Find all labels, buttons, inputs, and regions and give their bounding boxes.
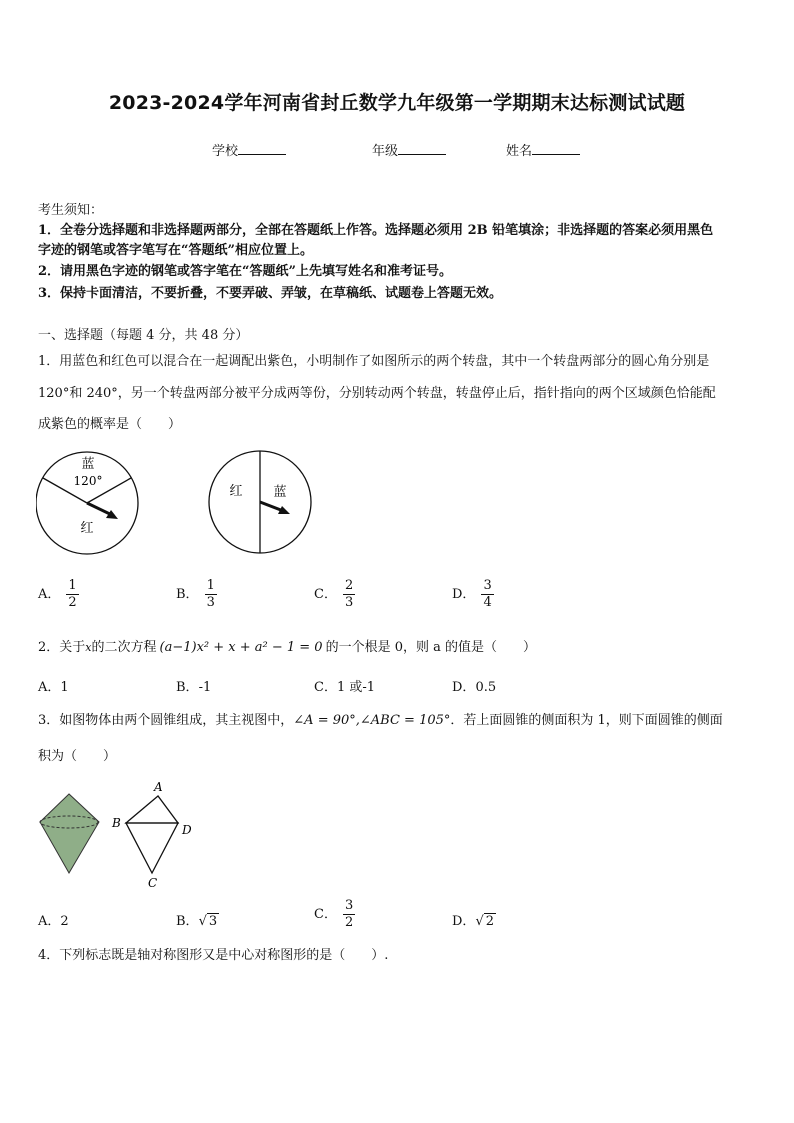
fraction [66, 578, 78, 611]
cones-figure [36, 778, 216, 893]
name-blank [532, 142, 580, 155]
q1-option-a[interactable] [38, 578, 79, 611]
spinner-1-bottom-label: 红 [80, 521, 94, 536]
q2-mid: 的二次方程 [91, 640, 157, 655]
q2-option-d[interactable] [452, 676, 496, 695]
q2-equation: (a−1)x² + x + a² − 1 = 0 [159, 640, 323, 655]
name-label: 姓名 [506, 144, 533, 159]
spinner-2-left-label: 红 [229, 484, 243, 499]
q1-line-1: 1．用蓝色和红色可以混合在一起调配出紫色，小明制作了如图所示的两个转盘，其中一个转盘两部分的圆心角分别是 [38, 354, 710, 369]
numerator: 1 [206, 578, 215, 593]
vertex-label-d: D [182, 823, 192, 837]
option-letter: B． [176, 587, 199, 602]
grade-label: 年级 [372, 144, 399, 159]
q3-line-1a: 3．如图物体由两个圆锥组成，其主视图中， [38, 713, 294, 728]
denominator: 4 [483, 595, 492, 610]
section-header: 一、选择题（每题 4 分，共 48 分） [38, 328, 249, 343]
option-text: -1 [198, 680, 212, 695]
radicand: 2 [485, 914, 495, 929]
denominator: 2 [344, 915, 354, 930]
notice-item-1-cont: 字迹的钢笔或答字笔写在“答题纸”相应位置上。 [38, 243, 313, 258]
option-letter: C． [314, 907, 337, 922]
option-letter: A． [38, 914, 61, 929]
sqrt: √ 2 [475, 914, 495, 929]
school-field [212, 140, 286, 159]
notice-item-3: 3．保持卡面清洁，不要折叠，不要弄破、弄皱，在草稿纸、试题卷上答题无效。 [38, 286, 503, 301]
numerator: 1 [68, 578, 77, 593]
radicand: 3 [208, 914, 218, 929]
option-letter: D． [452, 587, 476, 602]
option-letter: D． [452, 680, 476, 695]
q1-option-b[interactable] [176, 578, 217, 611]
vertex-label-b: B [112, 816, 121, 830]
denominator: 2 [68, 595, 77, 610]
q2-option-c[interactable] [314, 676, 375, 695]
school-label: 学校 [212, 144, 239, 159]
numerator: 3 [344, 898, 354, 913]
q1-option-c[interactable] [314, 578, 355, 611]
q3-line-2: 积为（ ） [38, 749, 117, 764]
option-text: 1 或-1 [336, 680, 376, 695]
page-title: 2023-2024学年河南省封丘数学九年级第一学期期末达标测试试题 [108, 92, 686, 114]
option-text: 0.5 [475, 680, 497, 695]
q3-option-d[interactable] [452, 910, 496, 929]
q2-stem [38, 638, 758, 658]
option-text: 2 [60, 914, 69, 929]
school-blank [238, 142, 286, 155]
q2-variable: x [85, 641, 92, 654]
double-cone-3d [40, 794, 99, 873]
denominator: 3 [206, 595, 215, 610]
spinner-2 [209, 451, 311, 553]
q1-line-2: 120°和 240°，另一个转盘两部分被平分成两等份，分别转动两个转盘，转盘停止后，指针指向的两个区域颜色恰能配 [38, 386, 716, 401]
option-letter: B． [176, 680, 199, 695]
fraction [481, 578, 493, 611]
spinner-1-angle-label: 120° [73, 474, 103, 488]
option-letter: D． [452, 914, 476, 929]
vertex-label-c: C [148, 876, 158, 890]
fraction [343, 578, 355, 611]
notice-item-1: 1．全卷分选择题和非选择题两部分，全部在答题纸上作答。选择题必须用 2B 铅笔填涂；非选择题的答案必须用黑色 [38, 223, 714, 238]
name-field [506, 140, 580, 159]
q4-stem: 4．下列标志既是轴对称图形又是中心对称图形的是（ ）. [38, 948, 389, 963]
q1-option-d[interactable] [452, 578, 494, 611]
q2-suffix: 的一个根是 0，则 a 的值是（ ） [325, 640, 537, 655]
fraction [205, 578, 217, 611]
fraction [343, 898, 355, 931]
q3-angles: ∠A = 90°,∠ABC = 105° [293, 713, 451, 728]
q2-option-a[interactable] [38, 676, 69, 695]
option-letter: A． [38, 680, 61, 695]
grade-field [372, 140, 446, 159]
sqrt: √ 3 [198, 914, 218, 929]
notice-item-2: 2．请用黑色字迹的钢笔或答字笔在“答题纸”上先填写姓名和准考证号。 [38, 264, 453, 279]
spinner-1-top-label: 蓝 [81, 457, 95, 472]
q3-option-b[interactable] [176, 910, 219, 929]
notice-heading: 考生须知： [38, 203, 104, 218]
option-text: 1 [60, 680, 69, 695]
option-letter: C． [314, 587, 337, 602]
front-view [111, 780, 192, 890]
option-letter: B． [176, 914, 199, 929]
numerator: 3 [483, 578, 492, 593]
spinner-2-right-label: 蓝 [273, 485, 287, 500]
q1-line-3: 成紫色的概率是（ ） [38, 417, 182, 432]
q2-prefix: 2．关于 [38, 640, 86, 655]
grade-blank [398, 142, 446, 155]
q3-option-c[interactable] [314, 898, 355, 931]
q2-option-b[interactable] [176, 676, 211, 695]
vertex-label-a: A [154, 780, 163, 794]
option-letter: C． [314, 680, 337, 695]
spinner-1 [36, 452, 138, 554]
q3-option-a[interactable] [38, 910, 69, 929]
denominator: 3 [344, 595, 354, 610]
q3-line-1 [38, 711, 762, 731]
option-letter: A． [38, 587, 61, 602]
numerator: 2 [344, 578, 354, 593]
q3-line-1b: ．若上面圆锥的侧面积为 1，则下面圆锥的侧面 [450, 713, 723, 728]
spinners-figure [36, 446, 316, 558]
